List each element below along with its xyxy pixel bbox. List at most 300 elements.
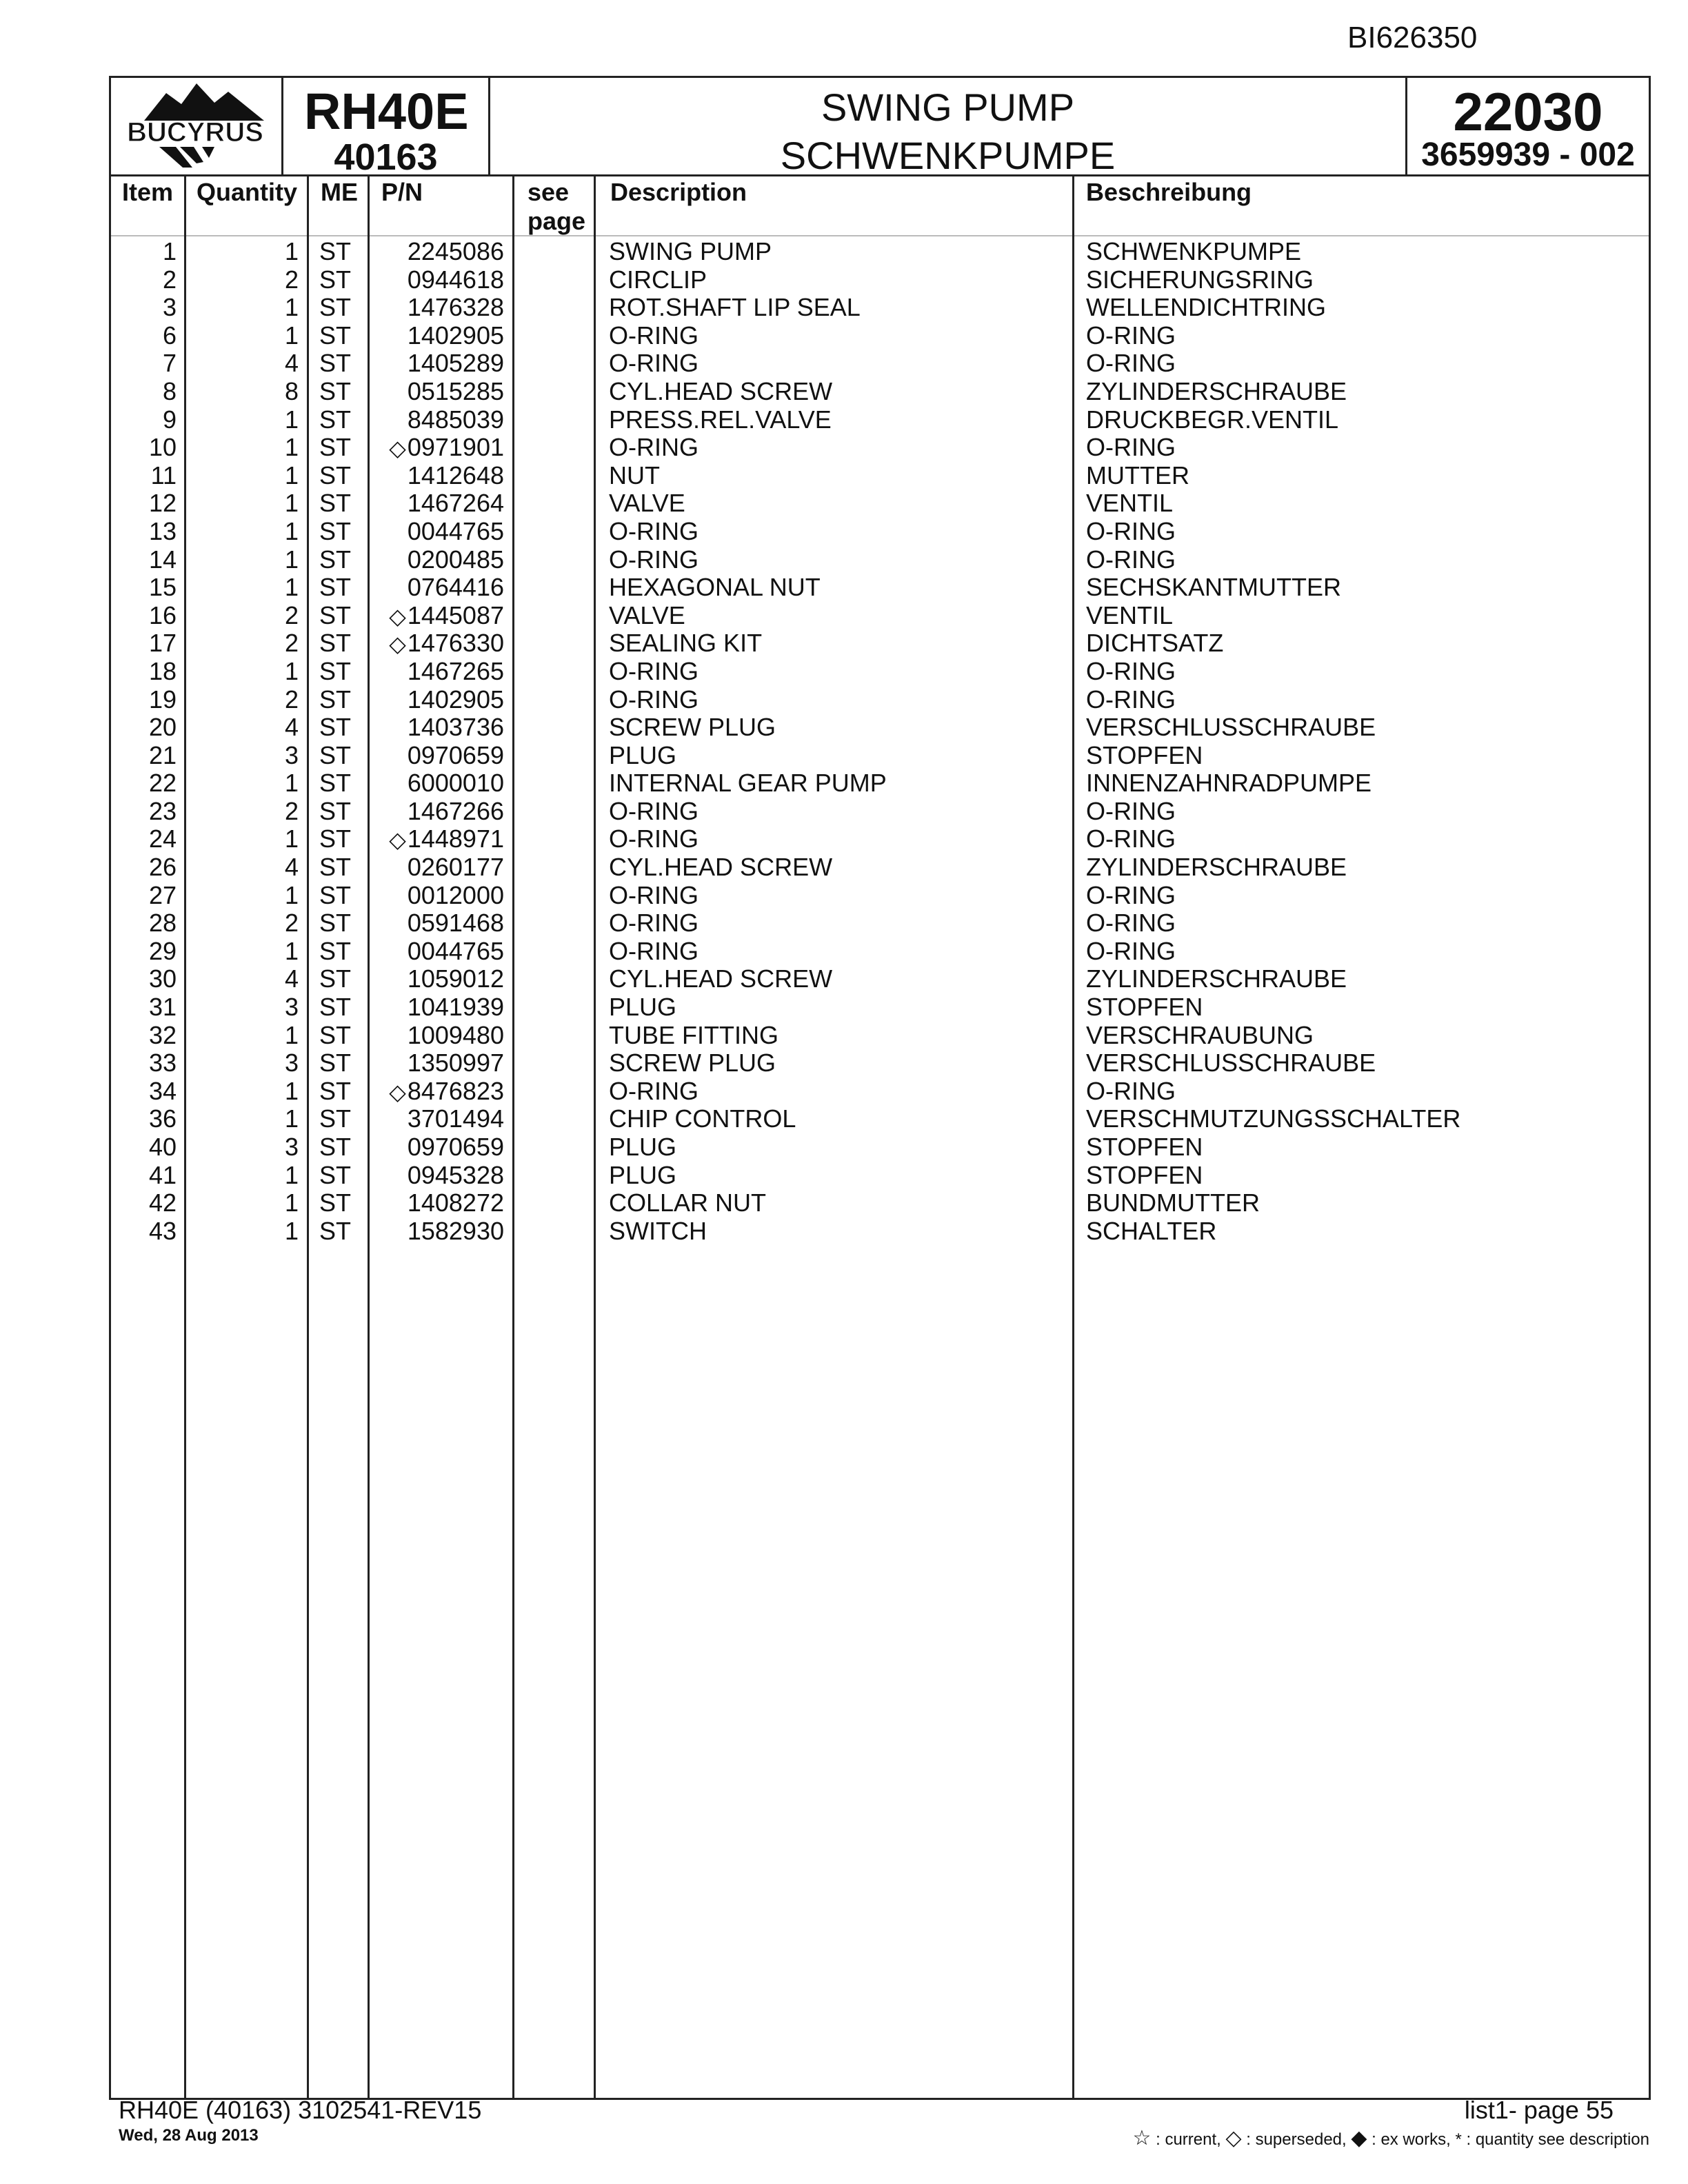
title-english: SWING PUMP xyxy=(821,85,1075,129)
table-row xyxy=(111,1217,1649,1246)
beschreibung-cell: O-RING xyxy=(1086,825,1176,853)
part-number: 0044765 xyxy=(407,516,504,545)
quantity-cell: 1 xyxy=(284,405,299,434)
table-row xyxy=(111,938,1649,966)
superseded-diamond-icon: ◇ xyxy=(389,436,406,461)
quantity-cell: 1 xyxy=(284,936,299,965)
bucyrus-logo xyxy=(111,78,279,172)
part-number-cell xyxy=(406,1217,504,1246)
table-row xyxy=(111,1022,1649,1050)
footer-document-ref: RH40E (40163) 3102541-REV15 xyxy=(119,2096,482,2124)
part-number-cell xyxy=(406,882,504,910)
col-beschreibung: Beschreibung xyxy=(1086,178,1252,206)
beschreibung-cell: VERSCHMUTZUNGSSCHALTER xyxy=(1086,1104,1461,1133)
quantity-cell: 2 xyxy=(284,909,299,938)
part-number: 1467264 xyxy=(407,489,504,518)
beschreibung-cell: ZYLINDERSCHRAUBE xyxy=(1086,376,1347,405)
part-number-cell xyxy=(389,825,504,853)
item-cell: 22 xyxy=(148,769,177,798)
beschreibung-cell: O-RING xyxy=(1086,685,1176,714)
quantity-cell: 1 xyxy=(284,433,299,462)
description-cell: PLUG xyxy=(609,1160,677,1189)
part-number: 1467265 xyxy=(407,656,504,685)
part-number: 1402905 xyxy=(407,685,504,714)
part-number-cell xyxy=(406,993,504,1022)
quantity-cell: 1 xyxy=(284,1160,299,1189)
parts-list-sheet xyxy=(109,76,1651,2100)
unit-cell: ST xyxy=(319,993,352,1022)
unit-cell: ST xyxy=(319,1049,352,1078)
item-cell: 9 xyxy=(162,405,177,434)
quantity-cell: 1 xyxy=(284,825,299,853)
part-number-cell xyxy=(406,378,504,406)
description-cell: ROT.SHAFT LIP SEAL xyxy=(609,293,861,322)
part-number-cell xyxy=(406,350,504,378)
table-row xyxy=(111,489,1649,518)
part-number-cell xyxy=(406,798,504,826)
table-row xyxy=(111,350,1649,378)
description-cell: O-RING xyxy=(609,433,699,462)
part-number: 1448971 xyxy=(407,825,504,853)
quantity-cell: 1 xyxy=(284,769,299,798)
logo-cell xyxy=(111,78,283,174)
unit-cell: ST xyxy=(319,825,352,853)
unit-cell: ST xyxy=(319,629,352,658)
model-number: 40163 xyxy=(334,136,438,178)
unit-cell: ST xyxy=(319,545,352,574)
quantity-cell: 1 xyxy=(284,656,299,685)
part-number-cell xyxy=(406,1189,504,1217)
table-row xyxy=(111,742,1649,770)
table-row xyxy=(111,825,1649,853)
legend xyxy=(1133,2126,1649,2150)
diamond-outline-icon: ◇ xyxy=(1225,2127,1242,2150)
quantity-cell: 2 xyxy=(284,265,299,294)
part-number-cell xyxy=(406,714,504,742)
beschreibung-cell: O-RING xyxy=(1086,516,1176,545)
quantity-cell: 2 xyxy=(284,600,299,629)
beschreibung-cell: MUTTER xyxy=(1086,461,1189,489)
item-cell: 11 xyxy=(150,461,177,489)
beschreibung-cell: DRUCKBEGR.VENTIL xyxy=(1086,405,1339,434)
part-number-cell xyxy=(406,574,504,602)
beschreibung-cell: O-RING xyxy=(1086,545,1176,574)
part-number: 1402905 xyxy=(407,321,504,350)
beschreibung-cell: BUNDMUTTER xyxy=(1086,1189,1260,1217)
description-cell: O-RING xyxy=(609,825,699,853)
item-cell: 15 xyxy=(148,573,177,602)
part-number-cell xyxy=(406,1105,504,1133)
item-cell: 24 xyxy=(148,825,177,853)
part-number: 1412648 xyxy=(407,461,504,489)
part-number-cell xyxy=(406,658,504,686)
unit-cell: ST xyxy=(319,1104,352,1133)
part-number-cell xyxy=(406,1022,504,1050)
item-cell: 13 xyxy=(148,516,177,545)
beschreibung-cell: SECHSKANTMUTTER xyxy=(1086,573,1342,602)
quantity-cell: 2 xyxy=(284,629,299,658)
description-cell: O-RING xyxy=(609,656,699,685)
unit-cell: ST xyxy=(319,237,352,265)
quantity-cell: 1 xyxy=(284,880,299,909)
col-description: Description xyxy=(610,178,747,206)
item-cell: 14 xyxy=(148,545,177,574)
beschreibung-cell: SCHWENKPUMPE xyxy=(1086,237,1302,265)
description-cell: O-RING xyxy=(609,936,699,965)
superseded-diamond-icon: ◇ xyxy=(389,1079,406,1104)
legend-superseded: : superseded, xyxy=(1246,2130,1347,2149)
description-cell: O-RING xyxy=(609,880,699,909)
description-cell: HEXAGONAL NUT xyxy=(609,573,821,602)
quantity-cell: 1 xyxy=(284,573,299,602)
unit-cell: ST xyxy=(319,740,352,769)
footer-date: Wed, 28 Aug 2013 xyxy=(119,2126,259,2145)
part-number: 0971901 xyxy=(407,433,504,462)
description-cell: SWITCH xyxy=(609,1216,707,1245)
part-number: 0044765 xyxy=(407,936,504,965)
unit-cell: ST xyxy=(319,796,352,825)
quantity-cell: 1 xyxy=(284,516,299,545)
description-cell: CHIP CONTROL xyxy=(609,1104,796,1133)
quantity-cell: 8 xyxy=(284,376,299,405)
part-number-cell xyxy=(406,406,504,434)
item-cell: 21 xyxy=(148,740,177,769)
item-cell: 27 xyxy=(148,880,177,909)
beschreibung-cell: ZYLINDERSCHRAUBE xyxy=(1086,964,1347,993)
part-number-cell xyxy=(389,602,504,630)
part-number-cell xyxy=(406,322,504,350)
item-cell: 36 xyxy=(148,1104,177,1133)
part-number-cell xyxy=(406,686,504,714)
item-cell: 20 xyxy=(148,713,177,742)
part-number: 1405289 xyxy=(407,349,504,378)
part-number: 8485039 xyxy=(407,405,504,434)
part-number-cell xyxy=(406,909,504,938)
item-cell: 32 xyxy=(148,1020,177,1049)
unit-cell: ST xyxy=(319,489,352,518)
table-row xyxy=(111,1133,1649,1162)
table-row xyxy=(111,1189,1649,1217)
beschreibung-cell: STOPFEN xyxy=(1086,740,1203,769)
part-number-cell xyxy=(406,1162,504,1190)
part-number: 0945328 xyxy=(407,1160,504,1189)
unit-cell: ST xyxy=(319,853,352,882)
part-number-cell xyxy=(389,1078,504,1106)
part-number-cell xyxy=(406,266,504,294)
item-cell: 33 xyxy=(148,1049,177,1078)
item-cell: 23 xyxy=(148,796,177,825)
table-row xyxy=(111,462,1649,490)
item-cell: 16 xyxy=(148,600,177,629)
table-row xyxy=(111,909,1649,938)
table-row xyxy=(111,769,1649,798)
beschreibung-cell: VERSCHLUSSCHRAUBE xyxy=(1086,713,1376,742)
legend-current: : current, xyxy=(1156,2130,1221,2149)
part-number-cell xyxy=(406,742,504,770)
table-row xyxy=(111,686,1649,714)
part-number: 1476330 xyxy=(407,629,504,658)
quantity-cell: 3 xyxy=(284,1133,299,1161)
table-row xyxy=(111,993,1649,1022)
beschreibung-cell: VENTIL xyxy=(1086,489,1174,518)
quantity-cell: 1 xyxy=(284,1104,299,1133)
item-cell: 28 xyxy=(148,909,177,938)
description-cell: SCREW PLUG xyxy=(609,713,776,742)
col-pn: P/N xyxy=(381,178,423,206)
part-number: 1350997 xyxy=(407,1049,504,1078)
part-number-cell xyxy=(406,965,504,993)
logo-text: BUCYRUS xyxy=(127,117,263,148)
unit-cell: ST xyxy=(319,685,352,714)
part-number-cell xyxy=(389,629,504,658)
item-cell: 19 xyxy=(148,685,177,714)
description-cell: COLLAR NUT xyxy=(609,1189,767,1217)
part-number: 1408272 xyxy=(407,1189,504,1217)
col-see: see xyxy=(528,178,570,206)
item-cell: 29 xyxy=(148,936,177,965)
unit-cell: ST xyxy=(319,433,352,462)
part-number-cell xyxy=(406,238,504,266)
item-cell: 17 xyxy=(148,629,177,658)
unit-cell: ST xyxy=(319,321,352,350)
beschreibung-cell: O-RING xyxy=(1086,880,1176,909)
description-cell: SEALING KIT xyxy=(609,629,763,658)
table-row xyxy=(111,1105,1649,1133)
item-cell: 42 xyxy=(148,1189,177,1217)
description-cell: CYL.HEAD SCREW xyxy=(609,853,833,882)
item-cell: 2 xyxy=(162,265,177,294)
unit-cell: ST xyxy=(319,1160,352,1189)
description-cell: O-RING xyxy=(609,685,699,714)
quantity-cell: 1 xyxy=(284,1216,299,1245)
parts-table-body xyxy=(111,238,1649,1245)
unit-cell: ST xyxy=(319,1216,352,1245)
unit-cell: ST xyxy=(319,1189,352,1217)
part-number: 1403736 xyxy=(407,713,504,742)
description-cell: SWING PUMP xyxy=(609,237,772,265)
table-row xyxy=(111,266,1649,294)
unit-cell: ST xyxy=(319,516,352,545)
description-cell: O-RING xyxy=(609,909,699,938)
part-number: 0260177 xyxy=(407,853,504,882)
quantity-cell: 2 xyxy=(284,685,299,714)
part-number: 1445087 xyxy=(407,600,504,629)
unit-cell: ST xyxy=(319,880,352,909)
beschreibung-cell: O-RING xyxy=(1086,321,1176,350)
item-cell: 30 xyxy=(148,964,177,993)
part-number: 1041939 xyxy=(407,993,504,1022)
description-cell: NUT xyxy=(609,461,660,489)
col-page: page xyxy=(528,207,586,235)
unit-cell: ST xyxy=(319,656,352,685)
part-number-cell xyxy=(406,546,504,574)
table-row xyxy=(111,546,1649,574)
part-number: 0515285 xyxy=(407,376,504,405)
diamond-filled-icon: ◆ xyxy=(1351,2127,1367,2150)
beschreibung-cell: O-RING xyxy=(1086,1076,1176,1105)
part-number: 3701494 xyxy=(407,1104,504,1133)
item-cell: 8 xyxy=(162,376,177,405)
table-row xyxy=(111,798,1649,826)
group-number: 22030 xyxy=(1453,81,1603,142)
description-cell: INTERNAL GEAR PUMP xyxy=(609,769,887,798)
col-quantity: Quantity xyxy=(197,178,298,206)
part-number-cell xyxy=(406,1049,504,1078)
unit-cell: ST xyxy=(319,265,352,294)
quantity-cell: 1 xyxy=(284,321,299,350)
item-cell: 26 xyxy=(148,853,177,882)
star-icon: ☆ xyxy=(1132,2127,1152,2150)
part-number-cell xyxy=(406,294,504,322)
unit-cell: ST xyxy=(319,1076,352,1105)
part-number-cell xyxy=(406,1133,504,1162)
table-row xyxy=(111,406,1649,434)
beschreibung-cell: O-RING xyxy=(1086,349,1176,378)
model-cell xyxy=(283,78,490,178)
beschreibung-cell: STOPFEN xyxy=(1086,993,1203,1022)
quantity-cell: 1 xyxy=(284,489,299,518)
unit-cell: ST xyxy=(319,600,352,629)
title-german: SCHWENKPUMPE xyxy=(780,134,1116,177)
item-cell: 43 xyxy=(148,1216,177,1245)
table-row xyxy=(111,882,1649,910)
document-id: BI626350 xyxy=(1347,21,1478,54)
item-cell: 41 xyxy=(148,1160,177,1189)
description-cell: TUBE FITTING xyxy=(609,1020,778,1049)
beschreibung-cell: VERSCHRAUBUNG xyxy=(1086,1020,1314,1049)
part-number: 2245086 xyxy=(407,237,504,265)
table-row xyxy=(111,658,1649,686)
beschreibung-cell: O-RING xyxy=(1086,433,1176,462)
quantity-cell: 1 xyxy=(284,545,299,574)
beschreibung-cell: STOPFEN xyxy=(1086,1133,1203,1161)
quantity-cell: 2 xyxy=(284,796,299,825)
superseded-diamond-icon: ◇ xyxy=(389,603,406,629)
beschreibung-cell: VENTIL xyxy=(1086,600,1174,629)
quantity-cell: 4 xyxy=(284,964,299,993)
item-cell: 18 xyxy=(148,656,177,685)
part-number-cell xyxy=(406,518,504,546)
beschreibung-cell: O-RING xyxy=(1086,656,1176,685)
unit-cell: ST xyxy=(319,461,352,489)
item-cell: 6 xyxy=(162,321,177,350)
unit-cell: ST xyxy=(319,573,352,602)
table-row xyxy=(111,1162,1649,1190)
description-cell: O-RING xyxy=(609,516,699,545)
quantity-cell: 4 xyxy=(284,349,299,378)
unit-cell: ST xyxy=(319,1133,352,1161)
part-number: 0970659 xyxy=(407,740,504,769)
part-number: 8476823 xyxy=(407,1076,504,1105)
description-cell: CYL.HEAD SCREW xyxy=(609,964,833,993)
item-cell: 3 xyxy=(162,293,177,322)
description-cell: CIRCLIP xyxy=(609,265,707,294)
table-row xyxy=(111,574,1649,602)
table-row xyxy=(111,602,1649,630)
table-row xyxy=(111,294,1649,322)
part-number: 1582930 xyxy=(407,1216,504,1245)
item-cell: 40 xyxy=(148,1133,177,1161)
beschreibung-cell: O-RING xyxy=(1086,909,1176,938)
col-item: Item xyxy=(122,178,174,206)
model-name: RH40E xyxy=(304,83,469,140)
unit-cell: ST xyxy=(319,713,352,742)
table-row xyxy=(111,322,1649,350)
table-row xyxy=(111,714,1649,742)
part-number: 1059012 xyxy=(407,964,504,993)
part-number: 0200485 xyxy=(407,545,504,574)
part-number-cell xyxy=(406,853,504,882)
quantity-cell: 1 xyxy=(284,1189,299,1217)
asterisk-icon: * xyxy=(1455,2130,1462,2149)
beschreibung-cell: SCHALTER xyxy=(1086,1216,1217,1245)
header-strip xyxy=(111,78,1649,176)
beschreibung-cell: INNENZAHNRADPUMPE xyxy=(1086,769,1372,798)
description-cell: O-RING xyxy=(609,545,699,574)
quantity-cell: 4 xyxy=(284,853,299,882)
description-cell: O-RING xyxy=(609,349,699,378)
description-cell: PRESS.REL.VALVE xyxy=(609,405,832,434)
unit-cell: ST xyxy=(319,964,352,993)
part-number: 1009480 xyxy=(407,1020,504,1049)
legend-quantity: : quantity see description xyxy=(1466,2130,1649,2149)
part-number: 0591468 xyxy=(407,909,504,938)
drawing-number: 3659939 - 002 xyxy=(1421,136,1635,173)
part-number-cell xyxy=(406,769,504,798)
item-cell: 7 xyxy=(162,349,177,378)
group-number-cell xyxy=(1407,78,1649,174)
table-row xyxy=(111,434,1649,462)
description-cell: O-RING xyxy=(609,321,699,350)
item-cell: 12 xyxy=(148,489,177,518)
superseded-diamond-icon: ◇ xyxy=(389,631,406,657)
part-number: 1467266 xyxy=(407,796,504,825)
beschreibung-cell: ZYLINDERSCHRAUBE xyxy=(1086,853,1347,882)
item-cell: 34 xyxy=(148,1076,177,1105)
beschreibung-cell: STOPFEN xyxy=(1086,1160,1203,1189)
part-number: 0944618 xyxy=(407,265,504,294)
unit-cell: ST xyxy=(319,936,352,965)
beschreibung-cell: WELLENDICHTRING xyxy=(1086,293,1327,322)
title-cell xyxy=(490,78,1407,177)
part-number: 0012000 xyxy=(407,880,504,909)
part-number: 0764416 xyxy=(407,573,504,602)
quantity-cell: 1 xyxy=(284,1076,299,1105)
quantity-cell: 4 xyxy=(284,713,299,742)
quantity-cell: 3 xyxy=(284,993,299,1022)
table-row xyxy=(111,1049,1649,1078)
unit-cell: ST xyxy=(319,293,352,322)
description-cell: VALVE xyxy=(609,600,685,629)
description-cell: O-RING xyxy=(609,1076,699,1105)
beschreibung-cell: VERSCHLUSSCHRAUBE xyxy=(1086,1049,1376,1078)
quantity-cell: 1 xyxy=(284,293,299,322)
footer-page-number: list1- page 55 xyxy=(1464,2096,1614,2124)
item-cell: 10 xyxy=(148,433,177,462)
beschreibung-cell: O-RING xyxy=(1086,936,1176,965)
table-row xyxy=(111,629,1649,658)
part-number-cell xyxy=(389,434,504,462)
table-row xyxy=(111,378,1649,406)
table-row xyxy=(111,238,1649,266)
part-number: 0970659 xyxy=(407,1133,504,1161)
item-cell: 31 xyxy=(148,993,177,1022)
description-cell: PLUG xyxy=(609,740,677,769)
unit-cell: ST xyxy=(319,769,352,798)
beschreibung-cell: DICHTSATZ xyxy=(1086,629,1224,658)
description-cell: PLUG xyxy=(609,993,677,1022)
part-number-cell xyxy=(406,938,504,966)
